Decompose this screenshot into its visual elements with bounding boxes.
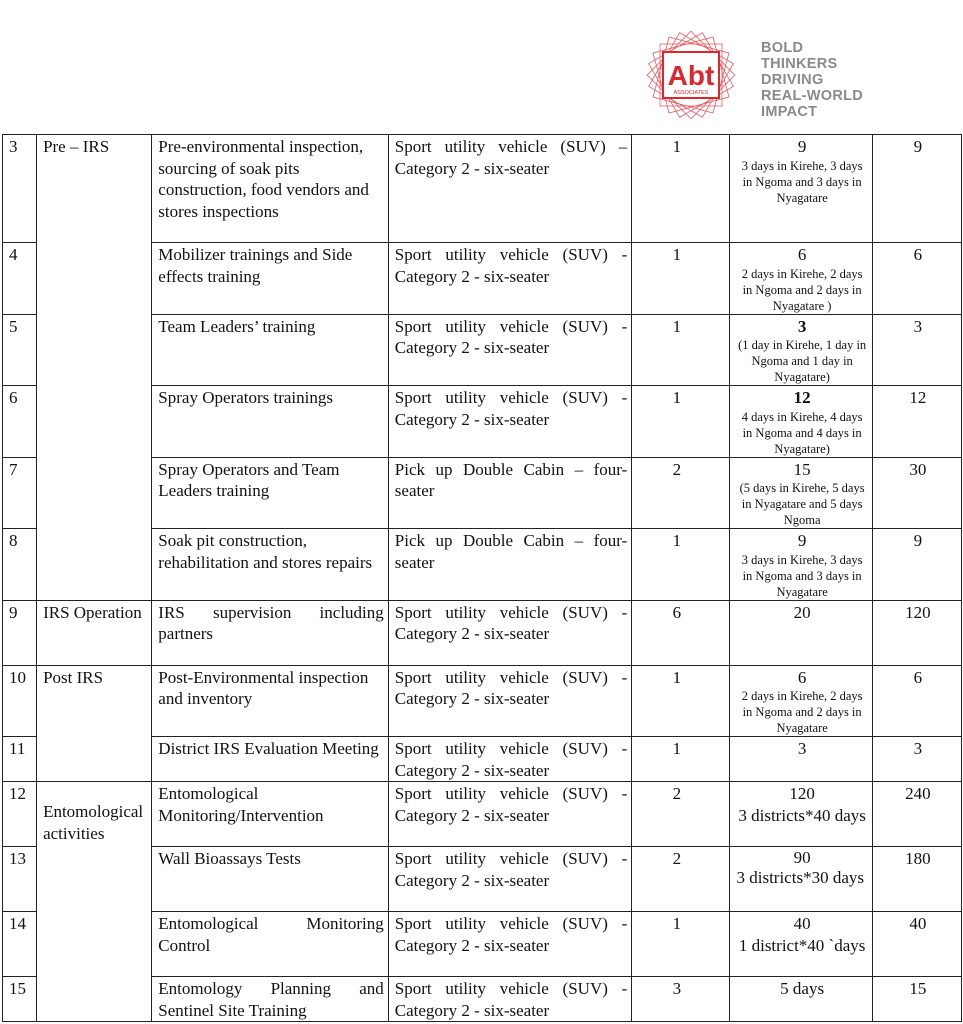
days-cell <box>730 243 872 315</box>
tagline-line: DRIVING <box>761 72 824 88</box>
days-note: 3 districts*30 days <box>736 868 864 887</box>
quantity-cell: 3 <box>632 977 730 1022</box>
activity-cell: IRS supervision including partners <box>152 600 388 665</box>
total-cell: 120 <box>872 600 961 665</box>
days-cell <box>730 912 872 977</box>
total-cell: 12 <box>872 386 961 458</box>
table-row <box>3 782 962 847</box>
row-number: 5 <box>3 314 37 386</box>
total-cell: 9 <box>872 529 961 601</box>
total-cell: 180 <box>872 847 961 912</box>
days-cell <box>730 782 872 847</box>
total-cell: 3 <box>872 737 961 782</box>
days-value: 40 <box>793 914 811 933</box>
days-value: 6 <box>797 667 807 687</box>
days-cell <box>730 977 872 1022</box>
tagline-line: IMPACT <box>761 104 818 120</box>
row-number: 7 <box>3 457 37 529</box>
days-value: 3 <box>797 316 807 336</box>
row-number: 14 <box>3 912 37 977</box>
days-value: 15 <box>793 459 811 479</box>
total-cell: 3 <box>872 314 961 386</box>
vehicle-cell: Sport utility vehicle (SUV) - Category 2 - six-seater <box>388 782 632 847</box>
table-row <box>3 135 962 243</box>
days-value: 90 <box>793 848 811 867</box>
tagline-line: REAL-WORLD <box>761 88 864 104</box>
table-row <box>3 600 962 665</box>
quantity-cell: 2 <box>632 847 730 912</box>
activity-cell: Soak pit construction, rehabilitation and stores repairs <box>152 529 388 601</box>
phase-cell: Pre – IRS <box>37 135 152 601</box>
days-note: 3 days in Kirehe, 3 days in Ngoma and 3 days in Nyagatare <box>741 158 863 205</box>
tagline-line: BOLD <box>761 40 804 56</box>
activity-cell: District IRS Evaluation Meeting <box>152 737 388 782</box>
quantity-cell: 1 <box>632 737 730 782</box>
abt-associates-logo <box>640 28 890 128</box>
vehicle-cell: Sport utility vehicle (SUV) - Category 2 - six-seater <box>388 912 632 977</box>
quantity-cell: 1 <box>632 529 730 601</box>
phase-cell: IRS Operation <box>37 600 152 665</box>
days-cell <box>730 737 872 782</box>
vehicle-cell: Sport utility vehicle (SUV) - Category 2 - six-seater <box>388 977 632 1022</box>
total-cell: 15 <box>872 977 961 1022</box>
total-cell: 6 <box>872 665 961 737</box>
days-note: 2 days in Kirehe, 2 days in Ngoma and 2 days in Nyagatare ) <box>741 266 863 313</box>
phase-label: Entomological activities <box>43 802 144 843</box>
activity-cell: Wall Bioassays Tests <box>152 847 388 912</box>
quantity-cell: 1 <box>632 665 730 737</box>
days-cell <box>730 314 872 386</box>
phase-cell <box>37 782 152 1022</box>
quantity-cell: 2 <box>632 457 730 529</box>
quantity-cell: 1 <box>632 135 730 243</box>
days-value: 3 <box>797 739 807 758</box>
days-value: 9 <box>797 531 807 550</box>
days-note: 2 days in Kirehe, 2 days in Ngoma and 2 days in Nyagatare <box>741 689 863 735</box>
days-value: 12 <box>793 388 811 407</box>
phase-cell: Post IRS <box>37 665 152 782</box>
total-cell: 6 <box>872 243 961 315</box>
activity-cell: Spray Operators trainings <box>152 386 388 458</box>
activity-cell: Entomology Planning and Sentinel Site Training <box>152 977 388 1022</box>
total-cell: 9 <box>872 135 961 243</box>
quantity-cell: 6 <box>632 600 730 665</box>
row-number: 4 <box>3 243 37 315</box>
quantity-cell: 1 <box>632 386 730 458</box>
vehicle-schedule-table <box>2 134 962 1022</box>
activity-cell: Entomological Monitoring/Intervention <box>152 782 388 847</box>
days-note: 3 days in Kirehe, 3 days in Ngoma and 3 days in Nyagatare <box>741 552 863 599</box>
tagline-line: THINKERS <box>761 56 838 72</box>
vehicle-cell: Sport utility vehicle (SUV) - Category 2 - six-seater <box>388 847 632 912</box>
vehicle-cell: Sport utility vehicle (SUV) - Category 2 - six-seater <box>388 665 632 737</box>
days-cell <box>730 529 872 601</box>
vehicle-cell: Sport utility vehicle (SUV) - Category 2 - six-seater <box>388 386 632 458</box>
days-note: (1 day in Kirehe, 1 day in Ngoma and 1 day in Nyagatare) <box>738 338 867 384</box>
days-note: 4 days in Kirehe, 4 days in Ngoma and 4 days in Nyagatare) <box>741 409 863 456</box>
days-cell <box>730 665 872 737</box>
days-note: (5 days in Kirehe, 5 days in Nyagatare and 5 days Ngoma <box>739 481 865 527</box>
days-value: 9 <box>797 137 807 156</box>
vehicle-cell: Pick up Double Cabin – four-seater <box>388 529 632 601</box>
table-row <box>3 665 962 737</box>
vehicle-cell: Sport utility vehicle (SUV) - Category 2 - six-seater <box>388 314 632 386</box>
quantity-cell: 1 <box>632 314 730 386</box>
days-cell <box>730 386 872 458</box>
days-cell <box>730 847 872 912</box>
vehicle-cell: Pick up Double Cabin – four-seater <box>388 457 632 529</box>
logo-wordmark: Abt <box>667 60 715 91</box>
days-cell <box>730 457 872 529</box>
row-number: 13 <box>3 847 37 912</box>
days-cell <box>730 600 872 665</box>
logo-subtext: ASSOCIATES <box>673 90 709 96</box>
row-number: 6 <box>3 386 37 458</box>
vehicle-cell: Sport utility vehicle (SUV) – Category 2 - six-seater <box>388 135 632 243</box>
activity-cell: Pre-environmental inspection, sourcing of soak pits construction, food vendors and stores inspections <box>152 135 388 243</box>
abt-logo-mark <box>640 28 748 128</box>
row-number: 10 <box>3 665 37 737</box>
days-value: 20 <box>793 602 811 622</box>
days-value: 6 <box>797 245 807 264</box>
activity-cell: Team Leaders’ training <box>152 314 388 386</box>
activity-cell: Spray Operators and Team Leaders training <box>152 457 388 529</box>
days-note: 3 districts*40 days <box>738 805 866 825</box>
total-cell: 30 <box>872 457 961 529</box>
vehicle-cell: Sport utility vehicle (SUV) - Category 2 - six-seater <box>388 243 632 315</box>
total-cell: 240 <box>872 782 961 847</box>
activity-cell: Entomological Monitoring Control <box>152 912 388 977</box>
activity-cell: Mobilizer trainings and Side effects training <box>152 243 388 315</box>
row-number: 11 <box>3 737 37 782</box>
vehicle-cell: Sport utility vehicle (SUV) - Category 2 - six-seater <box>388 600 632 665</box>
row-number: 12 <box>3 782 37 847</box>
quantity-cell: 2 <box>632 782 730 847</box>
logo-tagline <box>761 40 863 120</box>
row-number: 9 <box>3 600 37 665</box>
days-note: 1 district*40 `days <box>738 935 866 955</box>
days-value: 120 <box>789 784 815 803</box>
days-value: 5 days <box>780 979 825 998</box>
days-cell <box>730 135 872 243</box>
activity-cell: Post-Environmental inspection and inventory <box>152 665 388 737</box>
quantity-cell: 1 <box>632 912 730 977</box>
row-number: 3 <box>3 135 37 243</box>
row-number: 8 <box>3 529 37 601</box>
quantity-cell: 1 <box>632 243 730 315</box>
total-cell: 40 <box>872 912 961 977</box>
vehicle-cell: Sport utility vehicle (SUV) - Category 2 - six-seater <box>388 737 632 782</box>
row-number: 15 <box>3 977 37 1022</box>
